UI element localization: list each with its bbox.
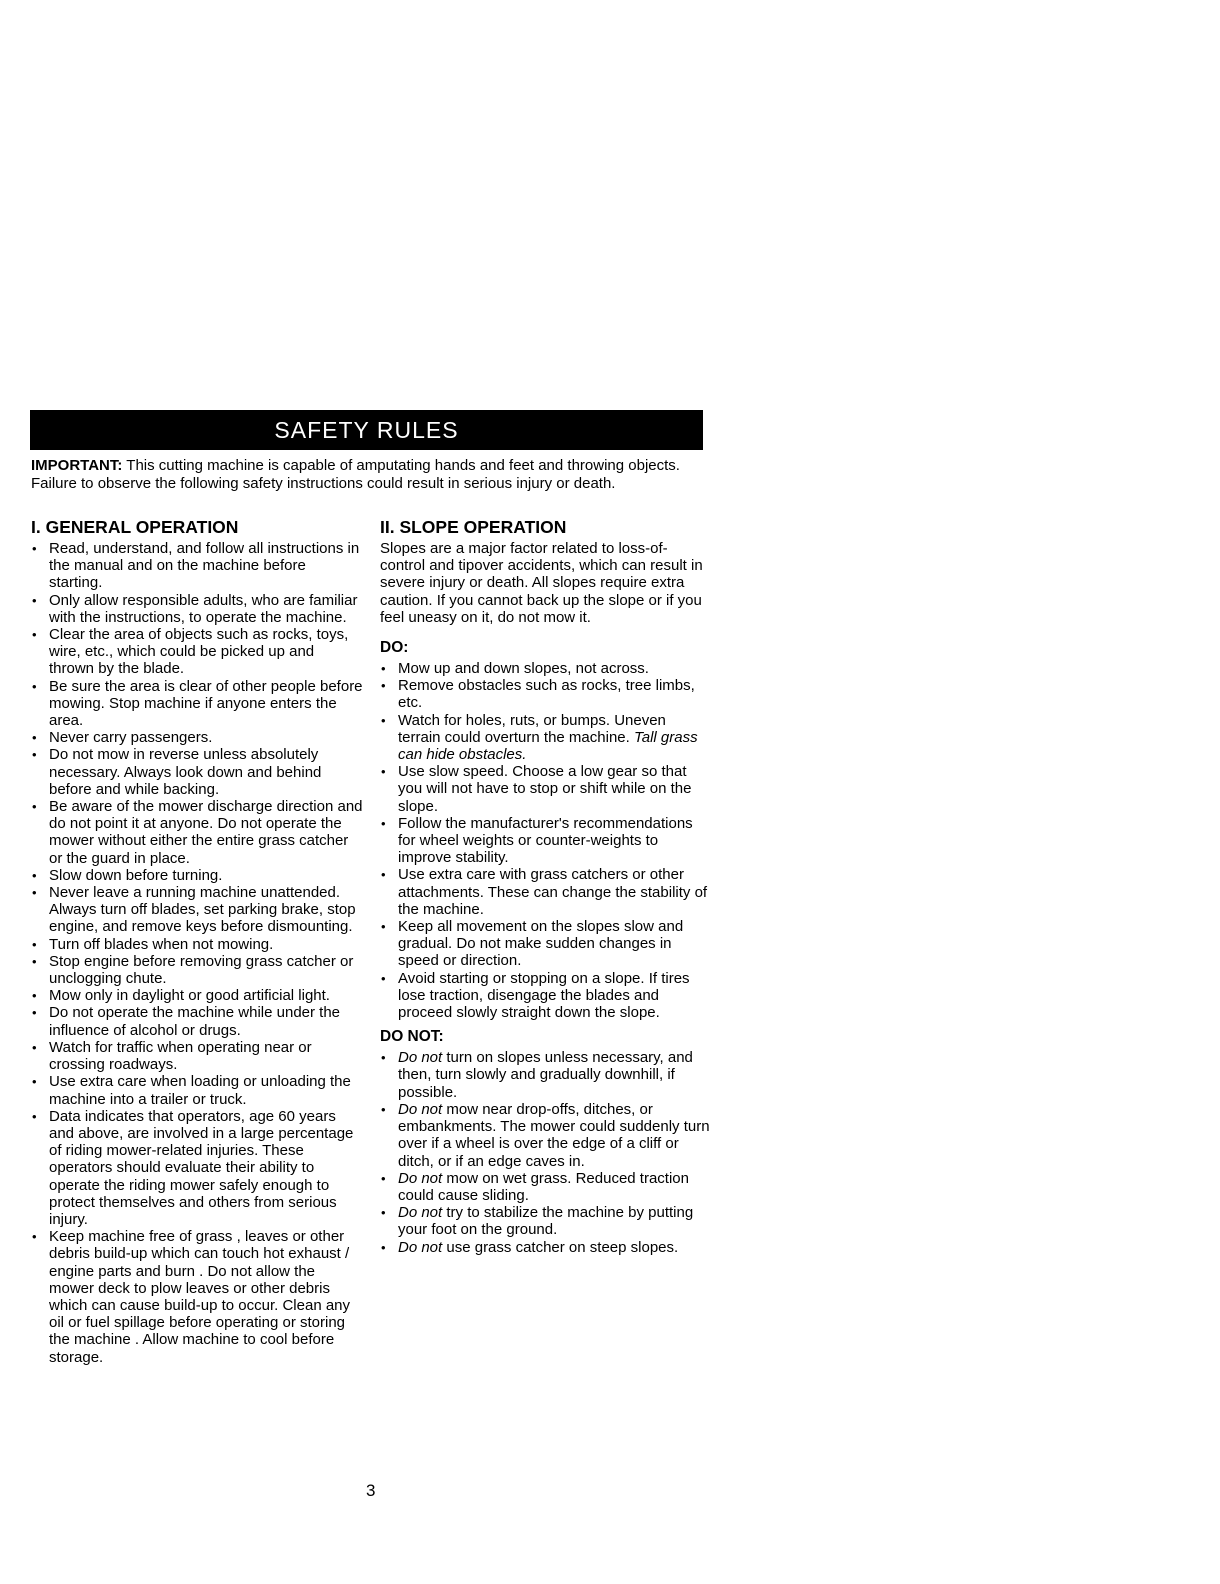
list-item-text: Use extra care with grass catchers or other attachments. These can change the stability of the machine. <box>398 866 708 918</box>
list-item <box>380 970 710 1022</box>
list-item: • Do not operate the machine while under the influence of alcohol or drugs. <box>31 1004 363 1038</box>
list-item <box>380 815 710 867</box>
do-heading: DO: <box>380 639 409 657</box>
list-item: • Turn off blades when not mowing. <box>31 936 363 953</box>
slope-operation-heading: II. SLOPE OPERATION <box>380 517 567 537</box>
list-item: • Read, understand, and follow all instructions in the manual and on the machine before starting. <box>31 540 363 592</box>
list-item-text: Avoid starting or stopping on a slope. If tires lose traction, disengage the blades and proceed slowly straight down the slope. <box>398 969 690 1022</box>
safety-rules-banner <box>30 410 703 450</box>
list-item: • Stop engine before removing grass catcher or unclogging chute. <box>31 953 363 987</box>
slope-intro: Slopes are a major factor related to loss-of-control and tipover accidents, which can result in severe injury or death. All slopes require extra caution. If you cannot back up the slope or if you feel uneasy on it, do not mow it. <box>380 540 703 626</box>
list-item-lead: Do not <box>398 1238 443 1256</box>
list-item <box>380 866 710 918</box>
do-not-heading: DO NOT: <box>380 1028 444 1046</box>
list-item <box>380 1101 710 1170</box>
list-item: • Keep machine free of grass , leaves or other debris build-up which can touch hot exhaust / engine parts and burn . Do not allow the mower deck to plow leaves or other debris which can cause build-up to occur. Clean any oil or fuel spillage before operating or storing the machine . Allow machine to cool before storage. <box>31 1228 363 1366</box>
list-item <box>380 1204 710 1238</box>
do-not-list <box>380 1049 710 1255</box>
list-item: • Never leave a running machine unattended. Always turn off blades, set parking brake, stop engine, and remove keys before dismounting. <box>31 884 363 936</box>
list-item-text: Follow the manufacturer's recommendations for wheel weights or counter-weights to improve stability. <box>398 814 693 867</box>
list-item-text: use grass catcher on steep slopes. <box>442 1238 679 1256</box>
list-item <box>380 677 710 711</box>
list-item-text: Keep all movement on the slopes slow and gradual. Do not make sudden changes in speed or direction. <box>398 918 684 970</box>
list-item-lead: Do not <box>398 1169 443 1187</box>
slope-operation-section <box>380 516 710 1256</box>
important-text: This cutting machine is capable of amputating hands and feet and throwing objects. Failure to observe the following safety instructions could result in serious injury or death. <box>31 457 680 492</box>
list-item-text: turn on slopes unless necessary, and then, turn slowly and gradually downhill, if possible. <box>398 1049 693 1101</box>
important-notice <box>31 457 691 492</box>
do-list <box>380 660 710 1021</box>
list-item-lead: Do not <box>398 1049 443 1067</box>
list-item: • Clear the area of objects such as rocks, toys, wire, etc., which could be picked up and thrown by the blade. <box>31 626 363 678</box>
list-item-text: mow near drop-offs, ditches, or embankments. The mower could suddenly turn over if a wheel is over the edge of a cliff or ditch, or if an edge caves in. <box>398 1100 710 1170</box>
list-item <box>380 918 710 970</box>
important-label: IMPORTANT: <box>31 457 123 474</box>
list-item <box>380 763 710 815</box>
list-item: • Slow down before turning. <box>31 867 363 884</box>
page-title: SAFETY RULES <box>274 416 459 443</box>
general-operation-list <box>31 540 363 1366</box>
list-item <box>380 712 710 764</box>
list-item-text: mow on wet grass. Reduced traction could cause sliding. <box>398 1169 689 1204</box>
list-item: • Never carry passengers. <box>31 729 363 746</box>
list-item-text: Watch for holes, ruts, or bumps. Uneven terrain could overturn the machine. <box>398 711 666 746</box>
list-item: • Watch for traffic when operating near or crossing roadways. <box>31 1039 363 1073</box>
list-item-emphasis: Tall grass can hide obstacles. <box>398 728 698 764</box>
list-item: • Do not mow in reverse unless absolutely necessary. Always look down and behind before and while backing. <box>31 746 363 798</box>
list-item-text: Mow up and down slopes, not across. <box>398 660 649 678</box>
list-item <box>380 1170 710 1204</box>
list-item-text: Remove obstacles such as rocks, tree limbs, etc. <box>398 677 695 712</box>
list-item: • Data indicates that operators, age 60 years and above, are involved in a large percentage of riding mower-related injuries. These operators should evaluate their ability to operate the riding mower safely enough to protect themselves and others from serious injury. <box>31 1108 363 1228</box>
list-item: • Use extra care when loading or unloading the machine into a trailer or truck. <box>31 1073 363 1107</box>
page-number: 3 <box>366 1481 376 1500</box>
list-item <box>380 1239 710 1256</box>
list-item <box>380 660 710 677</box>
general-operation-section <box>31 516 363 1366</box>
list-item <box>380 1049 710 1101</box>
list-item-text: Use slow speed. Choose a low gear so that you will not have to stop or shift while on the slope. <box>398 763 692 815</box>
general-operation-heading: I. GENERAL OPERATION <box>31 517 239 537</box>
list-item: • Only allow responsible adults, who are familiar with the instructions, to operate the machine. <box>31 592 363 626</box>
list-item-text: try to stabilize the machine by putting your foot on the ground. <box>398 1204 694 1239</box>
list-item-lead: Do not <box>398 1100 443 1118</box>
list-item: • Be sure the area is clear of other people before mowing. Stop machine if anyone enters the area. <box>31 678 363 730</box>
list-item: • Mow only in daylight or good artificial light. <box>31 987 363 1004</box>
list-item-lead: Do not <box>398 1204 443 1222</box>
list-item: • Be aware of the mower discharge direction and do not point it at anyone. Do not operate the mower without either the entire grass catcher or the guard in place. <box>31 798 363 867</box>
